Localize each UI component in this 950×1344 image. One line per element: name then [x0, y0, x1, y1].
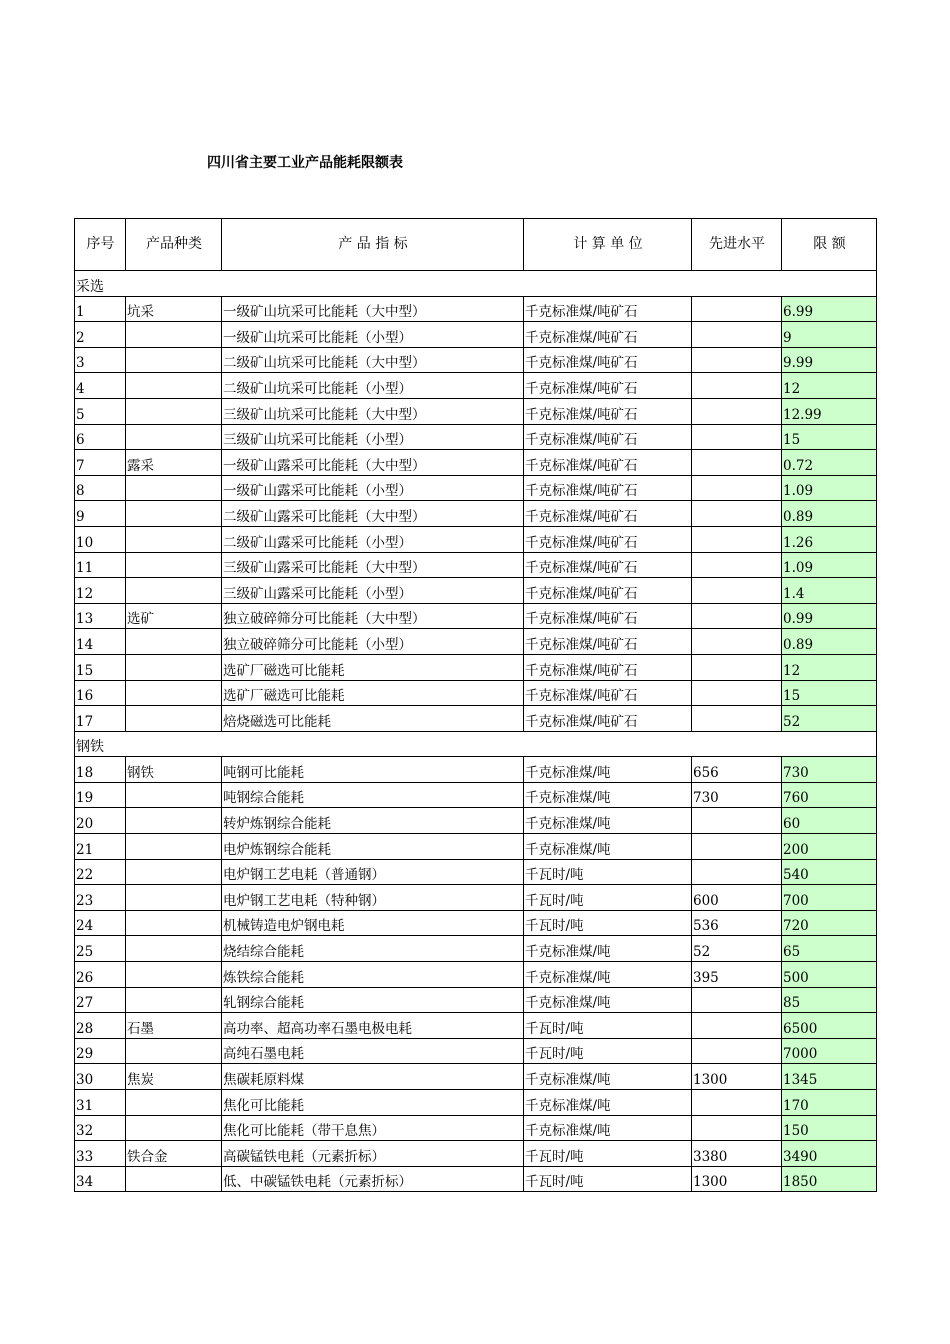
cell-unit: 千克标准煤/吨矿石	[524, 347, 692, 373]
cell-index: 10	[75, 526, 126, 552]
cell-index: 25	[75, 936, 126, 962]
table-row	[75, 552, 877, 578]
table-row	[75, 475, 877, 501]
cell-index: 22	[75, 859, 126, 885]
table-row	[75, 1038, 877, 1064]
table-row	[75, 578, 877, 604]
cell-limit: 15	[782, 680, 877, 706]
cell-index: 11	[75, 552, 126, 578]
cell-category: 选矿	[126, 603, 222, 629]
cell-category	[126, 1090, 222, 1116]
cell-index: 9	[75, 501, 126, 527]
cell-advanced-level: 536	[692, 910, 782, 936]
cell-unit: 千瓦时/吨	[524, 1141, 692, 1167]
cell-limit: 0.89	[782, 629, 877, 655]
table-row	[75, 706, 877, 732]
cell-category	[126, 1038, 222, 1064]
cell-index: 16	[75, 680, 126, 706]
table-row	[75, 834, 877, 860]
cell-advanced-level	[692, 654, 782, 680]
cell-unit: 千克标准煤/吨矿石	[524, 450, 692, 476]
cell-advanced-level	[692, 603, 782, 629]
cell-unit: 千克标准煤/吨矿石	[524, 424, 692, 450]
cell-index: 19	[75, 782, 126, 808]
cell-category	[126, 782, 222, 808]
cell-advanced-level	[692, 1090, 782, 1116]
cell-category: 铁合金	[126, 1141, 222, 1167]
cell-limit: 540	[782, 859, 877, 885]
cell-advanced-level: 395	[692, 962, 782, 988]
cell-indicator: 二级矿山露采可比能耗（小型）	[222, 526, 524, 552]
cell-limit: 200	[782, 834, 877, 860]
table-header-row	[75, 219, 877, 271]
cell-category	[126, 910, 222, 936]
cell-indicator: 三级矿山露采可比能耗（大中型）	[222, 552, 524, 578]
table-row	[75, 936, 877, 962]
cell-limit: 52	[782, 706, 877, 732]
cell-unit: 千克标准煤/吨	[524, 834, 692, 860]
cell-indicator: 轧钢综合能耗	[222, 987, 524, 1013]
cell-advanced-level: 3380	[692, 1141, 782, 1167]
cell-index: 21	[75, 834, 126, 860]
cell-indicator: 独立破碎筛分可比能耗（大中型）	[222, 603, 524, 629]
cell-index: 1	[75, 296, 126, 322]
cell-limit: 7000	[782, 1038, 877, 1064]
cell-advanced-level	[692, 347, 782, 373]
cell-indicator: 转炉炼钢综合能耗	[222, 808, 524, 834]
table-row	[75, 885, 877, 911]
cell-limit: 15	[782, 424, 877, 450]
table-row	[75, 1090, 877, 1116]
cell-indicator: 吨钢综合能耗	[222, 782, 524, 808]
cell-advanced-level	[692, 322, 782, 348]
table-row	[75, 373, 877, 399]
cell-advanced-level	[692, 578, 782, 604]
cell-index: 18	[75, 757, 126, 783]
cell-limit: 60	[782, 808, 877, 834]
table-row	[75, 603, 877, 629]
cell-index: 24	[75, 910, 126, 936]
cell-limit: 1.26	[782, 526, 877, 552]
cell-index: 14	[75, 629, 126, 655]
cell-category	[126, 424, 222, 450]
cell-advanced-level	[692, 296, 782, 322]
cell-unit: 千克标准煤/吨矿石	[524, 526, 692, 552]
cell-limit: 720	[782, 910, 877, 936]
cell-indicator: 二级矿山坑采可比能耗（大中型）	[222, 347, 524, 373]
cell-category: 石墨	[126, 1013, 222, 1039]
cell-limit: 1850	[782, 1166, 877, 1192]
cell-indicator: 焦化可比能耗（带干息焦）	[222, 1115, 524, 1141]
cell-advanced-level	[692, 424, 782, 450]
cell-limit: 170	[782, 1090, 877, 1116]
cell-unit: 千克标准煤/吨矿石	[524, 680, 692, 706]
cell-limit: 0.89	[782, 501, 877, 527]
table-row	[75, 296, 877, 322]
cell-unit: 千克标准煤/吨	[524, 1090, 692, 1116]
cell-index: 17	[75, 706, 126, 732]
cell-unit: 千克标准煤/吨	[524, 1064, 692, 1090]
cell-indicator: 三级矿山坑采可比能耗（小型）	[222, 424, 524, 450]
cell-limit: 6.99	[782, 296, 877, 322]
cell-unit: 千克标准煤/吨	[524, 757, 692, 783]
header-advanced-level: 先进水平	[692, 219, 782, 271]
cell-index: 31	[75, 1090, 126, 1116]
cell-category	[126, 1115, 222, 1141]
header-index: 序号	[75, 219, 126, 271]
cell-indicator: 三级矿山坑采可比能耗（大中型）	[222, 398, 524, 424]
cell-advanced-level: 600	[692, 885, 782, 911]
cell-category: 坑采	[126, 296, 222, 322]
cell-advanced-level: 1300	[692, 1166, 782, 1192]
cell-indicator: 焦碳耗原料煤	[222, 1064, 524, 1090]
cell-unit: 千克标准煤/吨矿石	[524, 373, 692, 399]
cell-advanced-level	[692, 706, 782, 732]
cell-advanced-level	[692, 475, 782, 501]
cell-advanced-level	[692, 398, 782, 424]
header-unit: 计 算 单 位	[524, 219, 692, 271]
cell-index: 28	[75, 1013, 126, 1039]
cell-index: 8	[75, 475, 126, 501]
cell-indicator: 低、中碳锰铁电耗（元素折标）	[222, 1166, 524, 1192]
header-category: 产品种类	[126, 219, 222, 271]
cell-category	[126, 578, 222, 604]
cell-category	[126, 526, 222, 552]
cell-unit: 千克标准煤/吨矿石	[524, 322, 692, 348]
cell-advanced-level	[692, 450, 782, 476]
cell-index: 2	[75, 322, 126, 348]
cell-index: 12	[75, 578, 126, 604]
cell-indicator: 高碳锰铁电耗（元素折标）	[222, 1141, 524, 1167]
table-row	[75, 808, 877, 834]
cell-category	[126, 654, 222, 680]
cell-advanced-level	[692, 1115, 782, 1141]
table-row	[75, 859, 877, 885]
cell-unit: 千克标准煤/吨	[524, 962, 692, 988]
cell-advanced-level: 52	[692, 936, 782, 962]
cell-limit: 12	[782, 654, 877, 680]
cell-unit: 千瓦时/吨	[524, 885, 692, 911]
cell-advanced-level	[692, 680, 782, 706]
cell-indicator: 烧结综合能耗	[222, 936, 524, 962]
table-row	[75, 1166, 877, 1192]
table-row	[75, 1013, 877, 1039]
cell-indicator: 选矿厂磁选可比能耗	[222, 680, 524, 706]
cell-indicator: 炼铁综合能耗	[222, 962, 524, 988]
cell-category	[126, 501, 222, 527]
table-row	[75, 398, 877, 424]
cell-index: 23	[75, 885, 126, 911]
cell-index: 15	[75, 654, 126, 680]
cell-indicator: 焦化可比能耗	[222, 1090, 524, 1116]
cell-category	[126, 885, 222, 911]
cell-advanced-level: 656	[692, 757, 782, 783]
cell-indicator: 高功率、超高功率石墨电极电耗	[222, 1013, 524, 1039]
cell-indicator: 一级矿山露采可比能耗（大中型）	[222, 450, 524, 476]
cell-indicator: 二级矿山露采可比能耗（大中型）	[222, 501, 524, 527]
cell-index: 27	[75, 987, 126, 1013]
cell-limit: 12	[782, 373, 877, 399]
cell-limit: 730	[782, 757, 877, 783]
cell-indicator: 二级矿山坑采可比能耗（小型）	[222, 373, 524, 399]
cell-indicator: 机械铸造电炉钢电耗	[222, 910, 524, 936]
table-row	[75, 654, 877, 680]
cell-category	[126, 859, 222, 885]
table-row	[75, 910, 877, 936]
cell-advanced-level	[692, 373, 782, 399]
section-row	[75, 731, 877, 757]
cell-index: 32	[75, 1115, 126, 1141]
cell-limit: 9	[782, 322, 877, 348]
cell-unit: 千克标准煤/吨	[524, 936, 692, 962]
cell-indicator: 一级矿山露采可比能耗（小型）	[222, 475, 524, 501]
table-row	[75, 782, 877, 808]
cell-advanced-level: 1300	[692, 1064, 782, 1090]
cell-indicator: 电炉钢工艺电耗（普通钢）	[222, 859, 524, 885]
cell-category	[126, 475, 222, 501]
cell-limit: 760	[782, 782, 877, 808]
cell-index: 3	[75, 347, 126, 373]
table-row	[75, 501, 877, 527]
cell-category	[126, 680, 222, 706]
cell-category	[126, 347, 222, 373]
cell-advanced-level	[692, 526, 782, 552]
table-row	[75, 1141, 877, 1167]
cell-unit: 千瓦时/吨	[524, 1013, 692, 1039]
table-row	[75, 1064, 877, 1090]
cell-advanced-level	[692, 501, 782, 527]
cell-unit: 千瓦时/吨	[524, 1166, 692, 1192]
cell-advanced-level: 730	[692, 782, 782, 808]
table-row	[75, 347, 877, 373]
cell-index: 13	[75, 603, 126, 629]
cell-category	[126, 808, 222, 834]
table-row	[75, 987, 877, 1013]
cell-unit: 千克标准煤/吨矿石	[524, 654, 692, 680]
cell-category	[126, 936, 222, 962]
table-row	[75, 450, 877, 476]
cell-index: 34	[75, 1166, 126, 1192]
table-row	[75, 322, 877, 348]
cell-unit: 千克标准煤/吨矿石	[524, 552, 692, 578]
cell-indicator: 独立破碎筛分可比能耗（小型）	[222, 629, 524, 655]
energy-limit-table	[74, 218, 877, 1192]
cell-category: 钢铁	[126, 757, 222, 783]
cell-unit: 千瓦时/吨	[524, 1038, 692, 1064]
cell-category	[126, 398, 222, 424]
table-row	[75, 757, 877, 783]
cell-category	[126, 552, 222, 578]
cell-limit: 1.4	[782, 578, 877, 604]
cell-category	[126, 373, 222, 399]
cell-unit: 千克标准煤/吨	[524, 782, 692, 808]
cell-unit: 千克标准煤/吨矿石	[524, 629, 692, 655]
cell-limit: 500	[782, 962, 877, 988]
cell-limit: 6500	[782, 1013, 877, 1039]
cell-category	[126, 322, 222, 348]
table-row	[75, 526, 877, 552]
cell-limit: 1345	[782, 1064, 877, 1090]
cell-advanced-level	[692, 552, 782, 578]
cell-category	[126, 987, 222, 1013]
cell-index: 26	[75, 962, 126, 988]
cell-limit: 85	[782, 987, 877, 1013]
header-limit: 限 额	[782, 219, 877, 271]
cell-category	[126, 834, 222, 860]
cell-unit: 千克标准煤/吨矿石	[524, 475, 692, 501]
table-row	[75, 680, 877, 706]
cell-unit: 千克标准煤/吨矿石	[524, 706, 692, 732]
cell-limit: 700	[782, 885, 877, 911]
cell-advanced-level	[692, 859, 782, 885]
cell-indicator: 选矿厂磁选可比能耗	[222, 654, 524, 680]
cell-indicator: 三级矿山露采可比能耗（小型）	[222, 578, 524, 604]
cell-unit: 千瓦时/吨	[524, 859, 692, 885]
table-row	[75, 629, 877, 655]
cell-advanced-level	[692, 834, 782, 860]
cell-index: 7	[75, 450, 126, 476]
cell-category	[126, 629, 222, 655]
cell-index: 5	[75, 398, 126, 424]
cell-limit: 1.09	[782, 475, 877, 501]
cell-category: 焦炭	[126, 1064, 222, 1090]
cell-unit: 千克标准煤/吨矿石	[524, 501, 692, 527]
cell-index: 30	[75, 1064, 126, 1090]
cell-limit: 9.99	[782, 347, 877, 373]
cell-indicator: 一级矿山坑采可比能耗（小型）	[222, 322, 524, 348]
cell-advanced-level	[692, 1013, 782, 1039]
cell-limit: 12.99	[782, 398, 877, 424]
cell-indicator: 焙烧磁选可比能耗	[222, 706, 524, 732]
cell-category: 露采	[126, 450, 222, 476]
cell-indicator: 电炉炼钢综合能耗	[222, 834, 524, 860]
cell-advanced-level	[692, 1038, 782, 1064]
cell-unit: 千克标准煤/吨矿石	[524, 398, 692, 424]
cell-index: 4	[75, 373, 126, 399]
cell-limit: 65	[782, 936, 877, 962]
cell-index: 33	[75, 1141, 126, 1167]
table-row	[75, 424, 877, 450]
table-row	[75, 962, 877, 988]
cell-unit: 千瓦时/吨	[524, 910, 692, 936]
cell-indicator: 一级矿山坑采可比能耗（大中型）	[222, 296, 524, 322]
cell-category	[126, 706, 222, 732]
cell-limit: 3490	[782, 1141, 877, 1167]
cell-advanced-level	[692, 808, 782, 834]
cell-category	[126, 1166, 222, 1192]
section-row	[75, 271, 877, 297]
cell-index: 20	[75, 808, 126, 834]
cell-index: 29	[75, 1038, 126, 1064]
cell-advanced-level	[692, 987, 782, 1013]
cell-unit: 千克标准煤/吨	[524, 1115, 692, 1141]
section-label: 钢铁	[75, 731, 877, 757]
table-body	[75, 271, 877, 1192]
cell-limit: 0.99	[782, 603, 877, 629]
cell-indicator: 吨钢可比能耗	[222, 757, 524, 783]
header-indicator: 产 品 指 标	[222, 219, 524, 271]
section-label: 采选	[75, 271, 877, 297]
cell-limit: 0.72	[782, 450, 877, 476]
cell-advanced-level	[692, 629, 782, 655]
cell-indicator: 高纯石墨电耗	[222, 1038, 524, 1064]
page-title: 四川省主要工业产品能耗限额表	[207, 155, 403, 171]
cell-unit: 千克标准煤/吨矿石	[524, 296, 692, 322]
cell-unit: 千克标准煤/吨	[524, 987, 692, 1013]
cell-limit: 1.09	[782, 552, 877, 578]
cell-category	[126, 962, 222, 988]
cell-index: 6	[75, 424, 126, 450]
cell-limit: 150	[782, 1115, 877, 1141]
cell-indicator: 电炉钢工艺电耗（特种钢）	[222, 885, 524, 911]
cell-unit: 千克标准煤/吨矿石	[524, 578, 692, 604]
cell-unit: 千克标准煤/吨矿石	[524, 603, 692, 629]
table-row	[75, 1115, 877, 1141]
cell-unit: 千克标准煤/吨	[524, 808, 692, 834]
